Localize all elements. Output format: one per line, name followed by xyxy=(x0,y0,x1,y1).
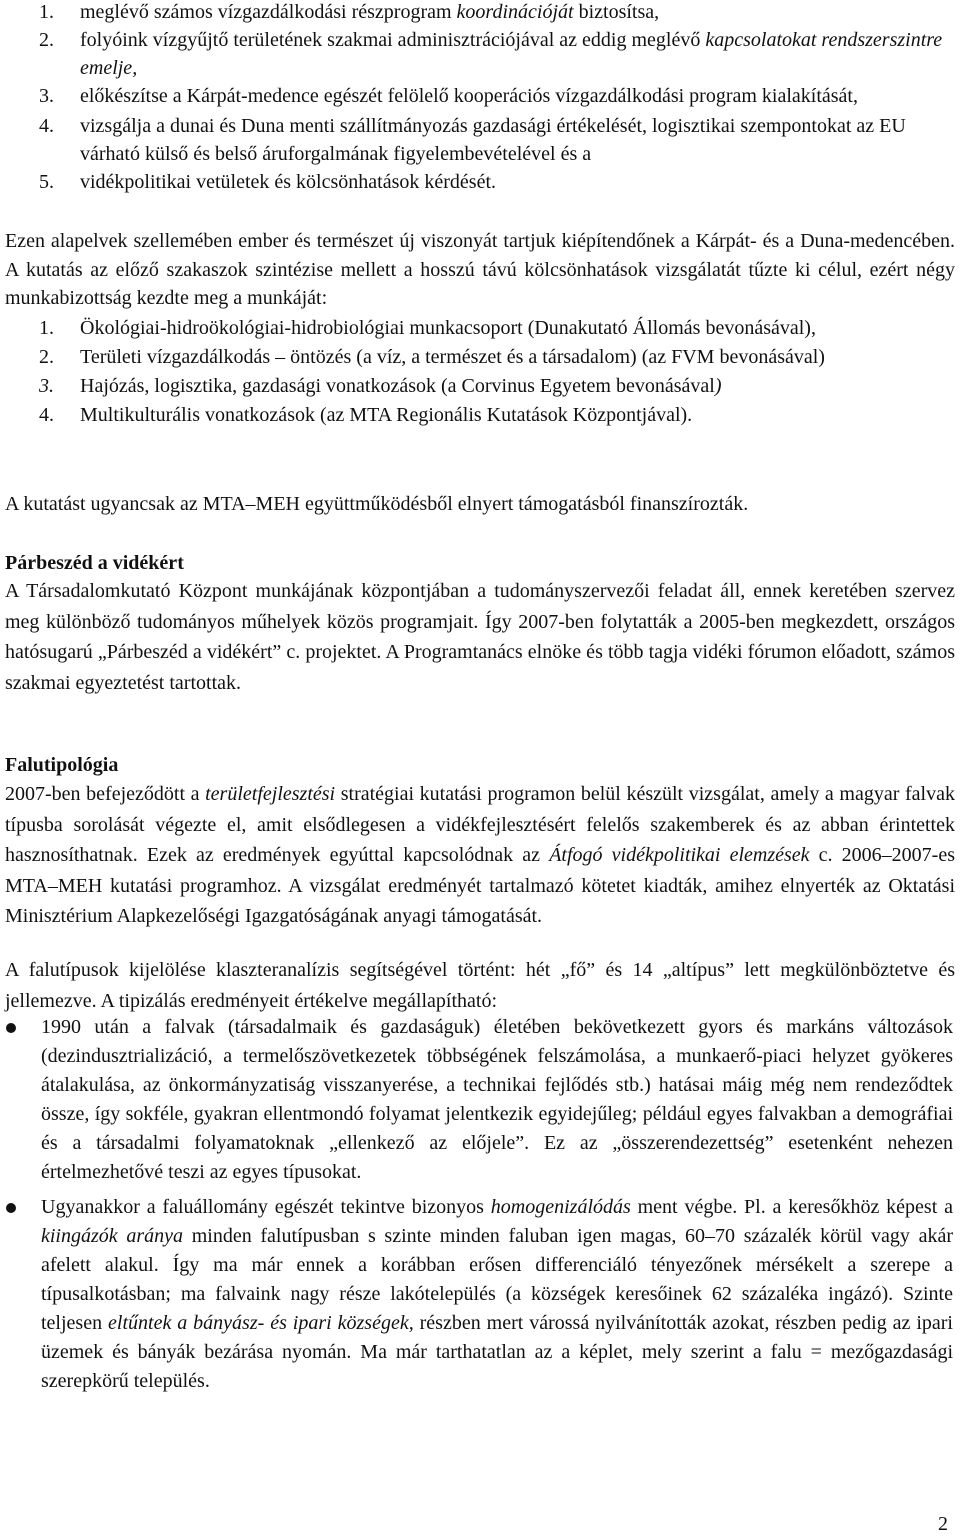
list-item: 1. Ökológiai-hidroökológiai-hidrobiológiai munkacsoport (Dunakutató Állomás bevonásával), xyxy=(0,314,958,343)
funding-paragraph: A kutatást ugyancsak az MTA–MEH együttműködésből elnyert támogatásból finanszírozták. xyxy=(5,493,749,515)
list-number: 3. xyxy=(39,85,54,107)
section-heading-parbeszed: Párbeszéd a vidékért xyxy=(5,552,184,574)
list-item: 4. vizsgálja a dunai és Duna menti szállítmányozás gazdasági értékelését, logisztikai szempontokat az EU várható külső és belső áruforgalmának figyelembevételével és a xyxy=(0,112,958,168)
list-item: 1. meglévő számos vízgazdálkodási részprogram koordinációját biztosítsa, xyxy=(0,0,958,26)
list-number: 2. xyxy=(39,346,54,368)
list-number: 5. xyxy=(39,171,54,193)
list-item: 3. Hajózás, logisztika, gazdasági vonatkozások (a Corvinus Egyetem bevonásával) xyxy=(0,372,958,401)
bullet-dot-icon xyxy=(6,1203,16,1213)
bullet-item: Ugyanakkor a faluállomány egészét tekintve bizonyos homogenizálódás ment végbe. Pl. a keresőkhöz képest a kiingázók aránya minden falutípusban s szinte minden faluban igen magas, 60–70 százalék körül vagy akár afelett alakul. Így ma már ennek a korábban erősen differenciáló tényezőnek mérsékelt a szerepe a típusalkotásban; ma falvaink nagy része lakótelepülés (a községek keresőinek 62 százaléka ingázó). Szinte teljesen eltűntek a bányász- és ipari községek, részben mert várossá nyilvánították azokat, részben pedig az ipari üzemek és bányák bezárása nyomán. Ma már tarthatatlan az a képlet, mely szerint a falu = mezőgazdasági szerepkörű település. xyxy=(0,1193,958,1396)
section-heading-falutipologia: Falutipológia xyxy=(5,754,119,776)
working-groups-list xyxy=(0,314,958,430)
list-item: 5. vidékpolitikai vetületek és kölcsönhatások kérdését. xyxy=(0,168,958,196)
list-item: 3. előkészítse a Kárpát-medence egészét felölelő kooperációs vízgazdálkodási program kialakítását, xyxy=(0,82,958,110)
parbeszed-paragraph: A Társadalomkutató Központ munkájának központjában a tudományszervezői feladat áll, ennek keretében szervez meg különböző tudományos műhelyek közös programjait. Így 2007-ben folytatták a 2005-ben megkezdett, országos hatósugarú „Párbeszéd a vidékért” c. projektet. A Programtanács elnöke és több tagja vidéki fórumon előadott, számos szakmai egyeztetést tartottak. xyxy=(5,580,955,694)
falutipologia-paragraph-1: 2007-ben befejeződött a területfejlesztési stratégiai kutatási programon belül készült vizsgálat, amely a magyar falvak típusba sorolását végezte el, amit elsődlegesen a vidékfejlesztésért felelős szakemberek és az abban érintettek hasznosíthatnak. Ezek az eredmények egyúttal kapcsolódnak az Átfogó vidékpolitikai elemzések c. 2006–2007-es MTA–MEH kutatási programhoz. A vizsgálat eredményét tartalmazó kötetet kiadták, amihez elnyerték az Oktatási Minisztérium Alapkezelőségi Igazgatóságának anyagi támogatását. xyxy=(5,783,955,927)
list-number: 1. xyxy=(39,317,54,339)
bullet-item: 1990 után a falvak (társadalmaik és gazdaságuk) életében bekövetkezett gyors és markáns változások (dezindusztrializáció, a termelőszövetkezetek többségének felszámolása, a munkaerő-piaci helyzet gyökeres átalakulása, az önkormányzatiság visszanyerése, a technikai fejlődés stb.) hatásai máig még nem rendeződtek össze, így sokféle, gyakran ellentmondó folyamat jelentkezik egyidejűleg; például egyes falvakban a demográfiai és a társadalmi folyamatoknak „ellenkező az előjele”. Ez az „összerendezettség” esetenként nehezen értelmezhetővé teszi az egyes típusokat. xyxy=(0,1013,958,1187)
findings-bullet-list xyxy=(0,1013,958,1396)
page-number: 2 xyxy=(938,1513,948,1535)
bullet-dot-icon xyxy=(6,1023,16,1033)
list-number: 3. xyxy=(39,375,54,397)
objectives-list xyxy=(0,0,958,196)
list-number: 4. xyxy=(39,404,54,426)
falutipologia-paragraph-2: A falutípusok kijelölése klaszteranalízis segítségével történt: hét „fő” és 14 „altípus” lett megkülönböztetve és jellemezve. A tipizálás eredményeit értékelve megállapítható: xyxy=(5,959,955,1012)
list-number: 2. xyxy=(39,29,54,51)
intro-paragraph: Ezen alapelvek szellemében ember és természet új viszonyát tartjuk kiépítendőnek a Kárpát- és a Duna-medencében. A kutatás az előző szakaszok szintézise mellett a hosszú távú kölcsönhatások vizsgálatát tűzte ki célul, ezért négy munkabizottság kezdte meg a munkáját: xyxy=(5,230,955,309)
list-item: 4. Multikulturális vonatkozások (az MTA Regionális Kutatások Központjával). xyxy=(0,401,958,430)
list-item: 2. Területi vízgazdálkodás – öntözés (a víz, a természet és a társadalom) (az FVM bevonásával) xyxy=(0,343,958,372)
list-number: 4. xyxy=(39,115,54,137)
list-number: 1. xyxy=(39,1,54,23)
list-item: 2. folyóink vízgyűjtő területének szakmai adminisztrációjával az eddig meglévő kapcsolatokat rendszerszintre emelje, xyxy=(0,26,958,82)
